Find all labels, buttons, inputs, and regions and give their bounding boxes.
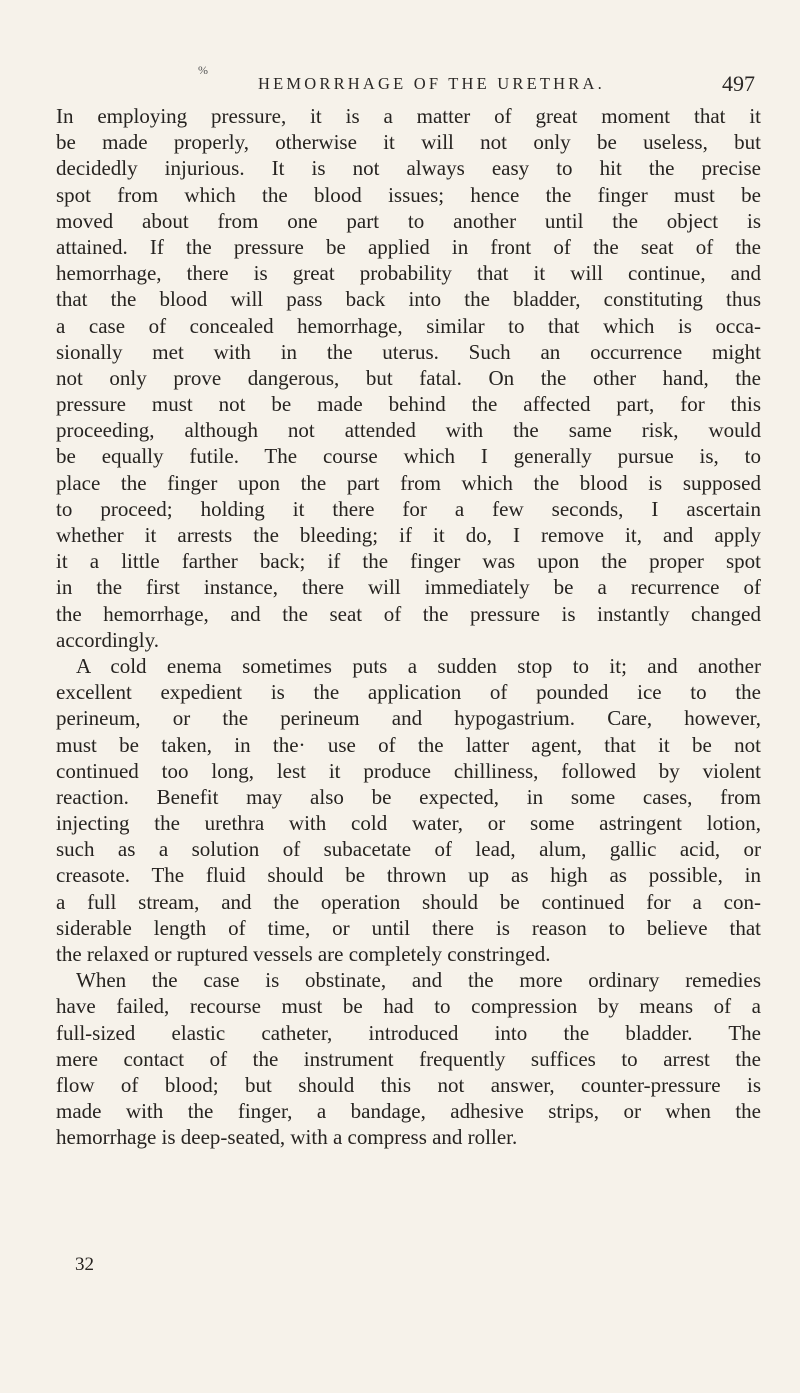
page-number: 497 bbox=[722, 71, 755, 96]
text-line: pressure must not be made behind the affected part, for this bbox=[56, 392, 761, 417]
text-line: reaction. Benefit may also be expected, in some cases, from bbox=[56, 784, 761, 809]
text-line: In employing pressure, it is a matter of great moment that it bbox=[56, 104, 761, 128]
text-line: creasote. The fluid should be thrown up as high as possible, in bbox=[56, 863, 761, 888]
running-head: HEMORRHAGE OF THE URETHRA. bbox=[258, 74, 605, 93]
text-line: injecting the urethra with cold water, or some astringent lotion, bbox=[56, 811, 761, 836]
text-line: a case of concealed hemorrhage, similar to that which is occa- bbox=[56, 313, 761, 338]
text-line: be made properly, otherwise it will not only be useless, but bbox=[56, 130, 761, 155]
body-text bbox=[56, 103, 761, 1151]
text-line: flow of blood; but should this not answer, counter-pressure is bbox=[56, 1072, 761, 1097]
text-line: siderable length of time, or until there is reason to believe that bbox=[56, 915, 761, 940]
text-line: sionally met with in the uterus. Such an occurrence might bbox=[56, 339, 761, 364]
text-line: a full stream, and the operation should be continued for a con- bbox=[56, 889, 761, 914]
text-line: must be taken, in the· use of the latter agent, that it be not bbox=[56, 732, 761, 757]
text-line: excellent expedient is the application of pounded ice to the bbox=[56, 680, 761, 705]
text-line: hemorrhage, there is great probability that it will continue, and bbox=[56, 261, 761, 286]
text-line: have failed, recourse must be had to compression by means of a bbox=[56, 994, 761, 1019]
text-line: proceeding, although not attended with the same risk, would bbox=[56, 418, 761, 443]
text-line: continued too long, lest it produce chilliness, followed by violent bbox=[56, 758, 761, 783]
text-line: hemorrhage is deep-seated, with a compress and roller. bbox=[56, 1125, 518, 1150]
text-line: perineum, or the perineum and hypogastrium. Care, however, bbox=[56, 706, 761, 731]
text-line: such as a solution of subacetate of lead, alum, gallic acid, or bbox=[56, 837, 761, 862]
text-line: attained. If the pressure be applied in front of the seat of the bbox=[56, 234, 761, 259]
text-line: the hemorrhage, and the seat of the pressure is instantly changed bbox=[56, 601, 761, 626]
text-line: the relaxed or ruptured vessels are completely constringed. bbox=[56, 942, 551, 966]
text-line: to proceed; holding it there for a few seconds, I ascertain bbox=[56, 496, 761, 521]
text-line: that the blood will pass back into the bladder, constituting thus bbox=[56, 287, 761, 312]
text-line: spot from which the blood issues; hence the finger must be bbox=[56, 182, 761, 207]
text-line: place the finger upon the part from which the blood is supposed bbox=[56, 470, 761, 495]
text-line: full-sized elastic catheter, introduced into the bladder. The bbox=[56, 1020, 761, 1045]
text-line: accordingly. bbox=[56, 627, 160, 652]
paragraph-start-line: A cold enema sometimes puts a sudden stop to it; and another bbox=[76, 653, 761, 678]
text-line: whether it arrests the bleeding; if it do, I remove it, and apply bbox=[56, 523, 761, 547]
text-line: be equally futile. The course which I generally pursue is, to bbox=[56, 444, 761, 469]
paragraph-start-line: When the case is obstinate, and the more ordinary remedies bbox=[76, 968, 761, 993]
text-line: not only prove dangerous, but fatal. On the other hand, the bbox=[56, 365, 761, 390]
text-line: mere contact of the instrument frequently suffices to arrest the bbox=[56, 1046, 761, 1071]
signature-mark: 32 bbox=[75, 1254, 94, 1275]
text-line: made with the finger, a bandage, adhesive strips, or when the bbox=[56, 1099, 761, 1124]
text-line: decidedly injurious. It is not always easy to hit the precise bbox=[56, 156, 761, 181]
text-line: in the first instance, there will immediately be a recurrence of bbox=[56, 575, 761, 600]
stray-mark: % bbox=[198, 63, 208, 77]
text-line: it a little farther back; if the finger was upon the proper spot bbox=[56, 549, 761, 574]
text-line: moved about from one part to another until the object is bbox=[56, 208, 761, 233]
